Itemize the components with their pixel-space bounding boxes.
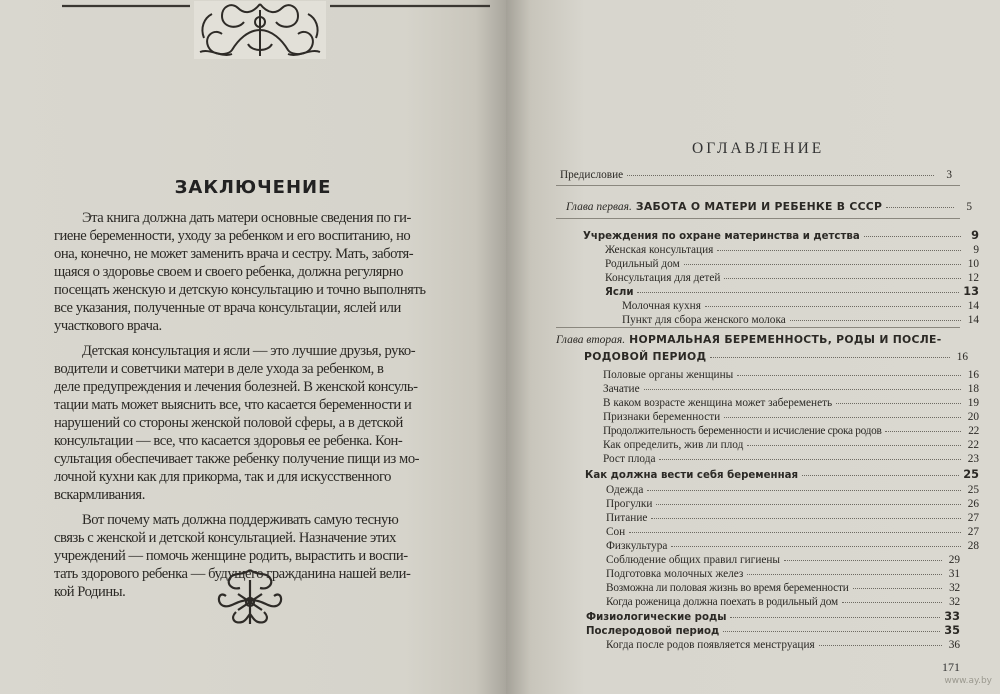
conclusion-title: ЗАКЛЮЧЕНИЕ [174, 177, 332, 198]
toc-entry-page: 27 [967, 512, 979, 524]
toc-entry[interactable] [622, 311, 979, 327]
dot-leader [684, 253, 961, 265]
toc-entry-text: Как должна вести себя беременная [585, 470, 799, 481]
dot-leader [802, 464, 959, 476]
toc-entry-text: Возможна ли половая жизнь во время беременности [606, 582, 849, 594]
divider [556, 218, 960, 219]
text-line: учреждений — помочь женщине родить, вырастить и воспи- [54, 548, 408, 564]
toc-entry-text: Учреждения по охране материнства и детства [583, 231, 860, 242]
text-line: нарушений со стороны женской половой сферы, а в детской [54, 415, 403, 431]
toc-chapter[interactable] [566, 198, 972, 214]
dot-leader [853, 577, 942, 589]
toc-entry-page: 27 [967, 526, 979, 538]
text-line: участкового врача. [54, 318, 162, 334]
text-line: Эта книга должна дать матери основные сведения по ги- [82, 210, 411, 226]
text-line: щаяся о здоровье своем и своего ребенка, должна регулярно [54, 264, 403, 280]
paragraph [54, 342, 460, 504]
toc-entry-text: Предисловие [560, 169, 624, 181]
toc-entry-text: Физкультура [606, 540, 668, 552]
toc-entry-text: Одежда [606, 484, 644, 496]
toc-entry-text: Как определить, жив ли плод [603, 439, 744, 451]
text-line: кой Родины. [54, 584, 126, 600]
toc-entry-page: 32 [949, 582, 960, 594]
toc-entry-text: ЗАБОТА О МАТЕРИ И РЕБЕНКЕ В СССР [635, 200, 883, 213]
toc-entry-text: РОДОВОЙ ПЕРИОД [584, 350, 707, 363]
toc-entry-page: 25 [963, 468, 979, 481]
paragraph [54, 209, 460, 335]
toc-entry-page: 14 [967, 314, 979, 326]
dot-leader [885, 420, 961, 432]
text-line: связь с женской и детской консультацией. Назначение этих [54, 530, 396, 546]
watermark: www.ay.by [944, 676, 992, 686]
toc-entry-text: Соблюдение общих правил гигиены [606, 554, 781, 566]
dot-leader [671, 535, 961, 547]
dot-leader [651, 507, 961, 519]
toc-entry-text: Половые органы женщины [603, 369, 734, 381]
toc-entry-text: Зачатие [603, 383, 640, 395]
text-line: вскармливания. [54, 487, 145, 503]
text-line: посещать женскую и детскую консультацию и точно выполнять [54, 282, 426, 298]
toc-entry-page: 10 [967, 258, 979, 270]
text-line: лочной кухни как для прикорма, так и для искусственного [54, 469, 392, 485]
dot-leader [747, 563, 942, 575]
toc-entry[interactable] [606, 636, 960, 652]
top-ornament-icon [62, 0, 490, 62]
toc-entry-page: 36 [948, 639, 960, 651]
toc-entry-text: НОРМАЛЬНАЯ БЕРЕМЕННОСТЬ, РОДЫ И ПОСЛЕ- [629, 333, 942, 346]
toc-entry-page: 13 [963, 285, 979, 298]
conclusion-body [54, 209, 460, 601]
toc-entry-page: 29 [948, 554, 960, 566]
dot-leader [842, 591, 942, 603]
text-line: водители и советчики матери в деле ухода за ребенком, в [54, 361, 384, 377]
divider [556, 327, 960, 328]
chapter-label: Глава первая. [566, 201, 632, 213]
toc-entry-text: Ясли [605, 287, 634, 298]
toc-entry-page: 20 [967, 411, 979, 423]
toc-entry-page: 9 [971, 229, 979, 242]
toc-entry-text: Прогулки [606, 498, 653, 510]
toc-entry-page: 31 [948, 568, 960, 580]
dot-leader [730, 606, 940, 618]
text-line: тации мать может выяснить все, что касается беременности и [54, 397, 412, 413]
dot-leader [864, 225, 961, 237]
toc-entry-page: 16 [956, 351, 968, 363]
text-line: Детская консультация и ясли — это лучшие друзья, руко- [82, 343, 416, 359]
toc-chapter[interactable] [556, 333, 942, 347]
bottom-ornament-icon [212, 566, 288, 628]
dot-leader [627, 164, 934, 176]
toc-entry-page: 19 [967, 397, 979, 409]
text-line: гиене беременности, уходу за ребенком и его воспитанию, но [54, 228, 411, 244]
toc-entry-page: 12 [967, 272, 979, 284]
text-line: она, конечно, не может заменить врача и сестру. Мать, заботя- [54, 246, 414, 262]
dot-leader [659, 448, 961, 460]
toc-entry-page: 9 [973, 244, 979, 256]
toc-entry-page: 16 [967, 369, 979, 381]
toc-entry-text: Молочная кухня [622, 300, 701, 312]
toc-entry-text: В каком возрасте женщина может забеременеть [603, 397, 833, 409]
toc-entry-text: Подготовка молочных желез [606, 568, 744, 580]
toc-entry-text: Когда роженица должна поехать в родильный дом [606, 596, 838, 608]
dot-leader [790, 309, 961, 321]
toc-title: ОГЛАВЛЕНИЕ [692, 140, 825, 157]
toc-entry-page: 28 [967, 540, 979, 552]
text-line: сультация обеспечивает также ребенку получение пищи из мо- [54, 451, 420, 467]
toc-entry-page: 18 [967, 383, 979, 395]
toc-entry-page: 3 [946, 169, 952, 181]
dot-leader [710, 346, 950, 358]
toc-entry-text: Признаки беременности [603, 411, 721, 423]
dot-leader [656, 493, 961, 505]
dot-leader [747, 434, 961, 446]
dot-leader [705, 295, 961, 307]
text-line: все указания, полученные от врача консультации, яслей или [54, 300, 401, 316]
toc-entry-page: 32 [949, 596, 960, 608]
toc-entry-text: Сон [606, 526, 626, 538]
text-line: консультации — все, что касается здоровья ее ребенка. Кон- [54, 433, 403, 449]
dot-leader [637, 281, 959, 293]
toc-entry-text: Рост плода [603, 453, 656, 465]
toc-entry-text: Физиологические роды [586, 612, 727, 623]
dot-leader [647, 479, 961, 491]
divider [556, 185, 960, 186]
toc-entry-page: 33 [944, 610, 960, 623]
chapter-label: Глава вторая. [556, 334, 626, 346]
page-number: 171 [942, 660, 960, 674]
dot-leader [819, 634, 942, 646]
dot-leader [629, 521, 961, 533]
toc-entry-text: Питание [606, 512, 648, 524]
text-line: деле предупреждения и лечения болезней. В женской консуль- [54, 379, 418, 395]
toc-entry-page: 26 [967, 498, 979, 510]
toc-entry-text: Женская консультация [605, 244, 714, 256]
dot-leader [717, 239, 961, 251]
text-line: тать здорового ребенка — будущего гражданина нашей вели- [54, 566, 411, 582]
toc-entry-page: 22 [967, 439, 979, 451]
toc-entry-text: Консультация для детей [605, 272, 721, 284]
toc-entry-text: Пункт для сбора женского молока [622, 314, 786, 326]
dot-leader [886, 196, 954, 208]
toc-chapter-continuation[interactable] [584, 348, 968, 364]
toc-entry-page: 23 [967, 453, 979, 465]
dot-leader [724, 406, 961, 418]
toc-entry-page: 25 [967, 484, 979, 496]
toc-entry-page: 14 [967, 300, 979, 312]
toc-entry-text: Когда после родов появляется менструация [606, 639, 815, 651]
dot-leader [737, 364, 961, 376]
toc-entry-page: 22 [968, 425, 979, 437]
toc-entry-text: Родильный дом [605, 258, 680, 270]
toc-entry-page: 35 [944, 624, 960, 637]
toc-entry-text: Послеродовой период [586, 626, 720, 637]
dot-leader [784, 549, 942, 561]
dot-leader [836, 392, 961, 404]
text-line: Вот почему мать должна поддерживать самую тесную [82, 512, 399, 528]
toc-entry-page: 5 [966, 201, 972, 213]
dot-leader [644, 378, 961, 390]
toc-entry[interactable] [560, 166, 952, 182]
dot-leader [724, 267, 961, 279]
dot-leader [723, 620, 940, 632]
toc-entry-text: Продолжительность беременности и исчисление срока родов [603, 425, 882, 437]
